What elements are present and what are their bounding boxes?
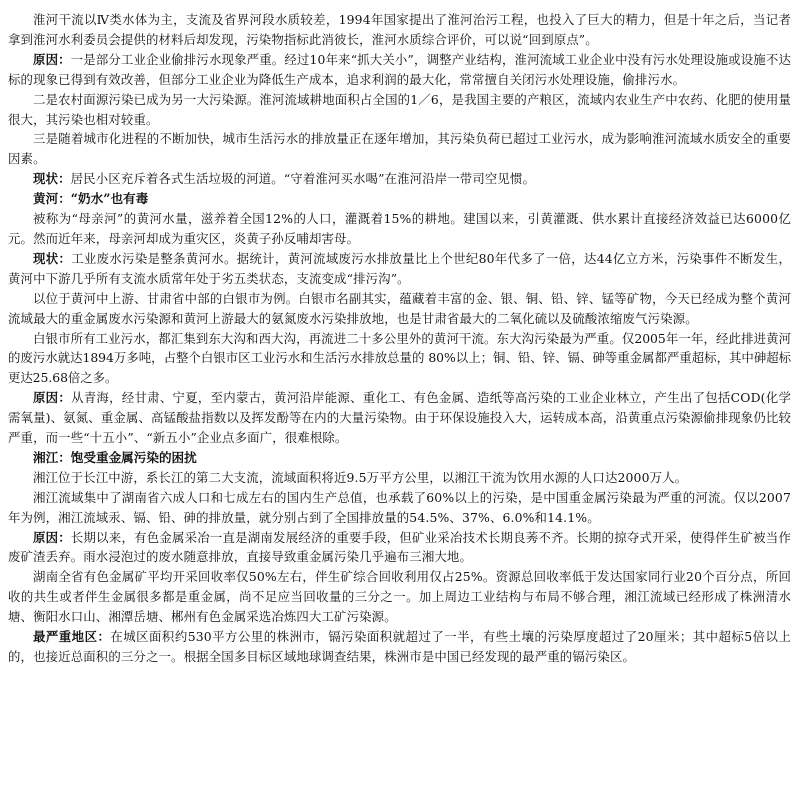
paragraph-xiangjiang-worst-area: 最严重地区：在城区面积约530平方公里的株洲市，镉污染面积就超过了一半，有些土壤的污染厚度超过了20厘米；其中超标5倍以上的，也接近总面积的三分之一。根据全国多目标区域地球调查结果，株洲市是中国已经发现的最严重的镉污染区。 bbox=[8, 629, 791, 664]
lead-label-cause: 原因： bbox=[33, 51, 71, 67]
paragraph-xiangjiang-cause: 原因：长期以来，有色金属采冶一直是湖南发展经济的重要手段，但矿业采冶技术长期良莠不齐。长期的掠夺式开采，使得伴生矿被当作废矿渣丢弃。雨水浸泡过的废水随意排放，直接导致重金属污染几乎遍布三湘大地。 bbox=[8, 529, 791, 565]
lead-label-worst-area: 最严重地区： bbox=[33, 629, 111, 645]
paragraph-huaihe-cause-agriculture: 二是农村面源污染已成为另一大污染源。淮河流域耕地面积占全国的1／6，是我国主要的产粮区，流域内农业生产中农药、化肥的使用量很大，其污染也相对较重。 bbox=[8, 91, 791, 127]
section-heading-huanghe: 黄河：“奶水”也有毒 bbox=[33, 191, 149, 207]
paragraph-huanghe-cause: 原因：从青海，经甘肃、宁夏，至内蒙古，黄河沿岸能源、重化工、有色金属、造纸等高污染的工业企业林立，产生出了包括COD(化学需氧量)、氨氮、重金属、高锰酸盐指数以及挥发酚等在内的大量污染物。由于环保设施投入大，运转成本高，沿黄重点污染源偷排现象仍比较严重，而一些“十五小”、“新五小”企业点多面广，很难根除。 bbox=[8, 390, 792, 446]
paragraph-huanghe-baiyin-sewage: 白银市所有工业污水，都汇集到东大沟和西大沟，再流进二十多公里外的黄河干流。东大沟污染最为严重。仅2005年一年，经此排进黄河的废污水就达1894万多吨，占整个白银市区工业污水和生活污水排放总量的 80%以上；铜、铅、锌、镉、砷等重金属都严重超标，其中砷超标更达25.68倍之多。 bbox=[8, 330, 791, 386]
paragraph-xiangjiang-pollution: 湘江流域集中了湖南省六成人口和七成左右的国内生产总值，也承载了60%以上的污染，是中国重金属污染最为严重的河流。仅以2007年为例，湘江流域汞、镉、铅、砷的排放量，就分别占到了全国排放量的54.5%、37%、6.0%和14.1%。 bbox=[8, 489, 791, 525]
paragraph-huaihe-status: 现状：居民小区充斥着各式生活垃圾的河道。“守着淮河买水喝”在淮河沿岸一带司空见惯。 bbox=[33, 171, 536, 187]
paragraph-xiangjiang-intro: 湘江位于长江中游，系长江的第二大支流，流域面积将近9.5万平方公里，以湘江干流为饮用水源的人口达2000万人。 bbox=[33, 469, 688, 485]
paragraph-huaihe-water-quality: 淮河干流以Ⅳ类水体为主，支流及省界河段水质较差，1994年国家提出了淮河治污工程，也投入了巨大的精力，但是十年之后，当记者拿到淮河水利委员会提供的材料后却发现，污染物指标此消彼长，淮河水质综合评价，可以说“回到原点”。 bbox=[8, 12, 791, 47]
paragraph-xiangjiang-recovery-rate: 湖南全省有色金属矿平均开采回收率仅50%左右，伴生矿综合回收利用仅占25%。资源总回收率低于发达国家同行业20个百分点，所回收的共生或者伴生金属很多都是重金属，尚不足应当回收量的三分之一。加上周边工业结构与布局不够合理，湘江流域已经形成了株洲清水塘、衡阳水口山、湘潭岳塘、郴州有色金属采选冶炼四大工矿污染源。 bbox=[8, 569, 791, 625]
paragraph-huaihe-cause-industry: 原因：一是部分工业企业偷排污水现象严重。经过10年来“抓大关小”，调整产业结构，淮河流域工业企业中没有污水处理设施或设施不达标的现象已得到有效改善，但部分工业企业为降低生产成本，追求利润的最大化，常常擅自关闭污水处理设施，偷排污水。 bbox=[8, 51, 791, 87]
lead-label-status: 现状： bbox=[33, 250, 72, 266]
section-heading-xiangjiang: 湘江：饱受重金属污染的困扰 bbox=[33, 449, 197, 465]
paragraph-huaihe-cause-urban: 三是随着城市化进程的不断加快，城市生活污水的排放量正在逐年增加，其污染负荷已超过工业污水，成为影响淮河流域水质安全的重要因素。 bbox=[8, 131, 791, 167]
lead-label-cause: 原因： bbox=[33, 529, 71, 545]
paragraph-huanghe-baiyin: 以位于黄河中上游、甘肃省中部的白银市为例。白银市名副其实，蕴藏着丰富的金、银、铜、铅、锌、锰等矿物，今天已经成为整个黄河流域最大的重金属废水污染源和黄河上游最大的氨氮废水污染排放地，也是甘肃省最大的二氧化硫以及硫酸浓缩废气污染源。 bbox=[8, 290, 791, 326]
lead-label-cause: 原因： bbox=[33, 390, 72, 406]
paragraph-huanghe-status: 现状：工业废水污染是整条黄河水。据统计，黄河流域废污水排放量比上个世纪80年代多了一倍，达44亿立方米，污染事件不断发生，黄河中下游几乎所有支流水质常年处于劣五类状态，支流变成“排污沟”。 bbox=[8, 250, 792, 286]
paragraph-huanghe-intro: 被称为“母亲河”的黄河水量，滋养着全国12%的人口，灌溉着15%的耕地。建国以来，引黄灌溉、供水累计直接经济效益已达6000亿元。然而近年来，母亲河却成为重灾区，炎黄子孙反哺却害母。 bbox=[8, 211, 791, 246]
lead-label-status: 现状： bbox=[33, 171, 71, 187]
